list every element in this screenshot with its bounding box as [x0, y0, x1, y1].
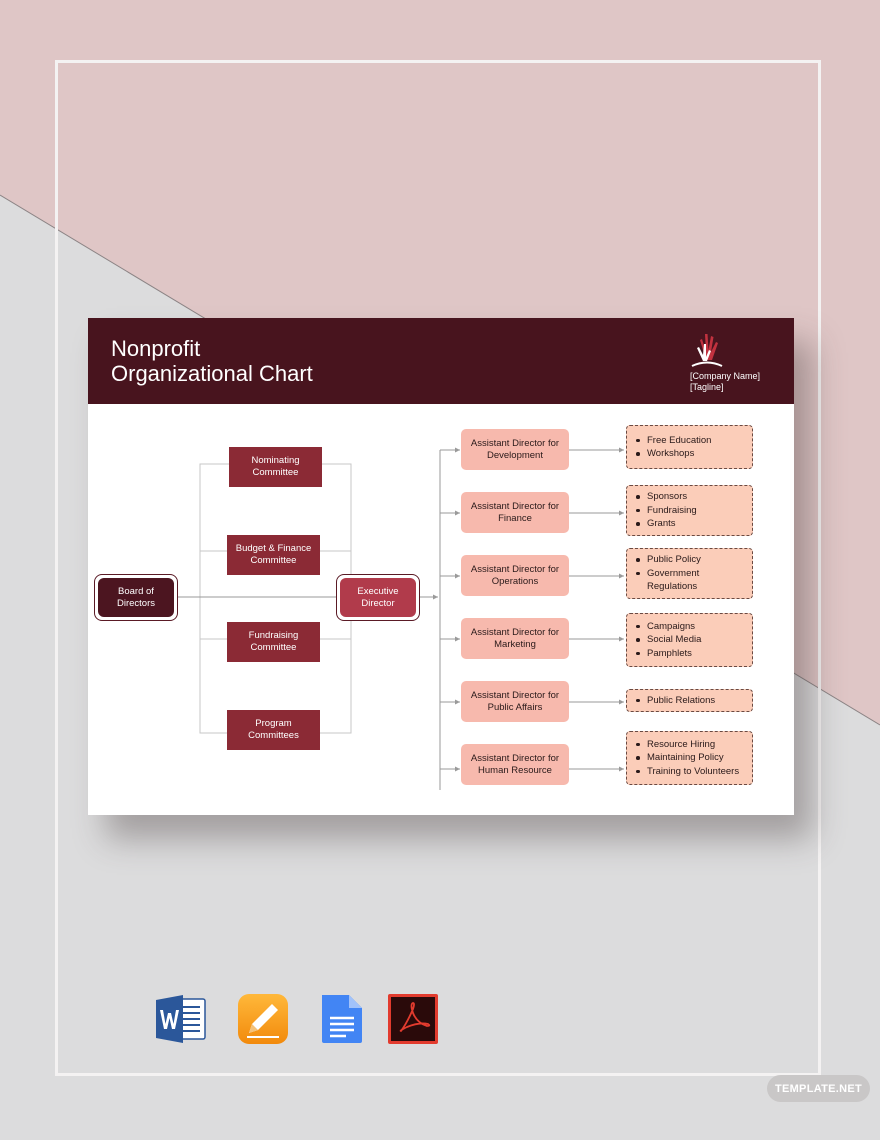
- board-node-outline: [94, 574, 178, 621]
- duty-item: Maintaining Policy: [647, 751, 739, 765]
- company-tagline: [Tagline]: [690, 382, 724, 392]
- company-block: [690, 371, 760, 393]
- board-of-directors-node: Board of Directors: [98, 578, 174, 617]
- document-title: [111, 336, 313, 386]
- duty-item: Free Education: [647, 434, 712, 446]
- committee-node: Program Committees: [227, 710, 320, 750]
- duties-box: [626, 689, 753, 712]
- title-line-1: Nonprofit: [111, 336, 201, 361]
- committee-node: Nominating Committee: [229, 447, 322, 487]
- pdf-icon[interactable]: [387, 993, 439, 1045]
- duty-item: Training to Volunteers: [647, 765, 740, 777]
- hands-logo-icon: [690, 330, 724, 370]
- duty-item: Grants: [647, 517, 697, 531]
- assistant-director-node: Assistant Director for Finance: [461, 492, 569, 533]
- template-net-badge[interactable]: TEMPLATE.NET: [767, 1075, 870, 1102]
- executive-node-outline: [336, 574, 420, 621]
- word-icon[interactable]: [155, 993, 207, 1045]
- org-chart-document: [88, 318, 794, 815]
- duty-item: Workshops: [647, 447, 711, 461]
- duty-item: Fundraising: [647, 504, 697, 516]
- duty-item: Government Regulations: [647, 567, 725, 594]
- duty-item: Campaigns: [647, 620, 701, 634]
- executive-director-node: Executive Director: [340, 578, 416, 617]
- duties-box: [626, 425, 753, 469]
- assistant-director-node: Assistant Director for Public Affairs: [461, 681, 569, 722]
- duties-box: [626, 613, 753, 667]
- duty-item: Resource Hiring: [647, 738, 739, 752]
- assistant-director-node: Assistant Director for Marketing: [461, 618, 569, 659]
- duties-box: [626, 731, 753, 785]
- document-header: [88, 318, 794, 404]
- company-name: [Company Name]: [690, 371, 761, 381]
- pages-icon[interactable]: [237, 993, 289, 1045]
- assistant-director-node: Assistant Director for Human Resource: [461, 744, 569, 785]
- duties-box: [626, 485, 753, 536]
- org-chart: [88, 404, 794, 815]
- duty-item: Pamphlets: [647, 647, 701, 661]
- duty-item: Sponsors: [647, 490, 697, 504]
- assistant-director-node: Assistant Director for Operations: [461, 555, 569, 596]
- committee-node: Fundraising Committee: [227, 622, 320, 662]
- duties-box: [626, 548, 753, 599]
- assistant-director-node: Assistant Director for Development: [461, 429, 569, 470]
- committee-node: Budget & Finance Committee: [227, 535, 320, 575]
- duty-item: Social Media: [647, 634, 702, 646]
- title-line-2: Organizational Chart: [111, 361, 313, 386]
- duty-item: Public Relations: [647, 694, 716, 706]
- google-docs-icon[interactable]: [316, 993, 368, 1045]
- duty-item: Public Policy: [647, 553, 725, 567]
